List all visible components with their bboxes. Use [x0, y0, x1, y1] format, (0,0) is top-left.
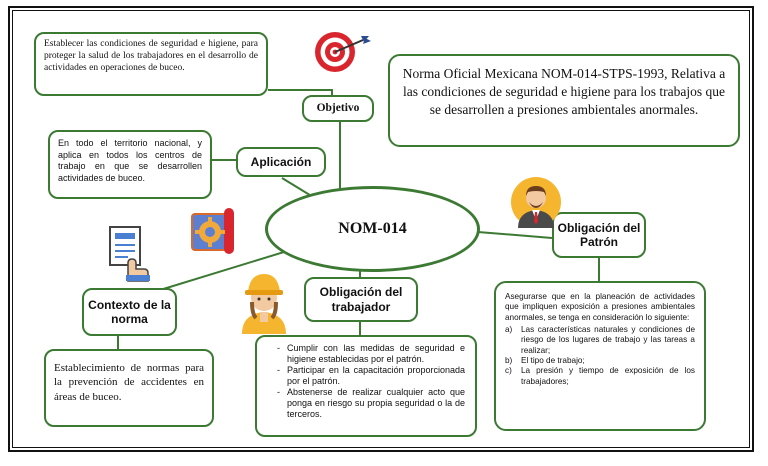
norm-title-text: Norma Oficial Mexicana NOM-014-STPS-1993, Relativa a las condiciones de seguridad e higiene para los trabajos que se desarrollen a presiones ambientales anormales. [402, 66, 726, 118]
list-item [505, 355, 695, 366]
list-item [505, 324, 695, 356]
list-item: - Cumplir con las medidas de seguridad e higiene establecidas por el patrón. [287, 343, 465, 365]
contexto-text-box [44, 349, 214, 427]
contexto-text: Establecimiento de normas para la prevención de accidentes en áreas de buceo. [54, 362, 204, 403]
patron-intro: Asegurarse que en la planeación de actividades que impliquen exposición a presiones ambientales anormales, se tenga en consideración lo siguiente: [505, 292, 695, 322]
aplicacion-text-box [48, 130, 212, 199]
trabajador-list [273, 343, 465, 420]
objetivo-label: Objetivo [316, 101, 360, 114]
list-item-text: El tipo de trabajo; [521, 355, 585, 365]
list-marker: c) [505, 366, 512, 376]
list-item-text: La presión y tiempo de exposición de los trabajadores; [521, 366, 695, 386]
list-item-text: Las características naturales y condiciones de riesgo de los lugares de trabajo y las tareas a realizar; [521, 324, 695, 355]
aplicacion-text: En todo el territorio nacional, y aplica en todos los centros de trabajo en que se desarrollen actividades de buceo. [58, 138, 202, 184]
document-hand-icon [108, 225, 152, 283]
patron-label-box [552, 212, 646, 258]
patron-label: Obligación del Patrón [557, 220, 641, 249]
aplicacion-label: Aplicación [250, 154, 312, 169]
businessman-icon [510, 176, 562, 228]
objetivo-label-box [302, 95, 374, 122]
patron-text-box [494, 281, 706, 431]
list-item: - Abstenerse de realizar cualquier acto que ponga en riesgo su propia seguridad o la de terceros. [287, 387, 465, 420]
trabajador-text-box [255, 335, 477, 437]
line-patron [478, 232, 552, 238]
contexto-label-box [82, 288, 177, 336]
list-item [505, 366, 695, 387]
trabajador-label: Obligación del trabajador [319, 285, 403, 314]
trabajador-label-box [304, 277, 418, 322]
list-item: - Participar en la capacitación proporcionada por el patrón. [287, 365, 465, 387]
norm-title-box [388, 54, 740, 147]
center-node [265, 186, 480, 272]
worker-helmet-icon [236, 268, 292, 334]
settings-document-icon [190, 206, 238, 256]
objetivo-text-box [34, 32, 268, 96]
patron-list [505, 325, 695, 387]
list-marker: b) [505, 355, 513, 365]
objetivo-text: Establecer las condiciones de seguridad e higiene, para proteger la salud de los trabajadores en el desarrollo de actividades en operaciones de buceo. [44, 39, 258, 73]
list-marker: a) [505, 324, 513, 334]
target-icon [311, 30, 373, 74]
center-title: NOM-014 [338, 220, 407, 237]
aplicacion-label-box [236, 147, 326, 177]
contexto-label: Contexto de la norma [88, 297, 171, 326]
